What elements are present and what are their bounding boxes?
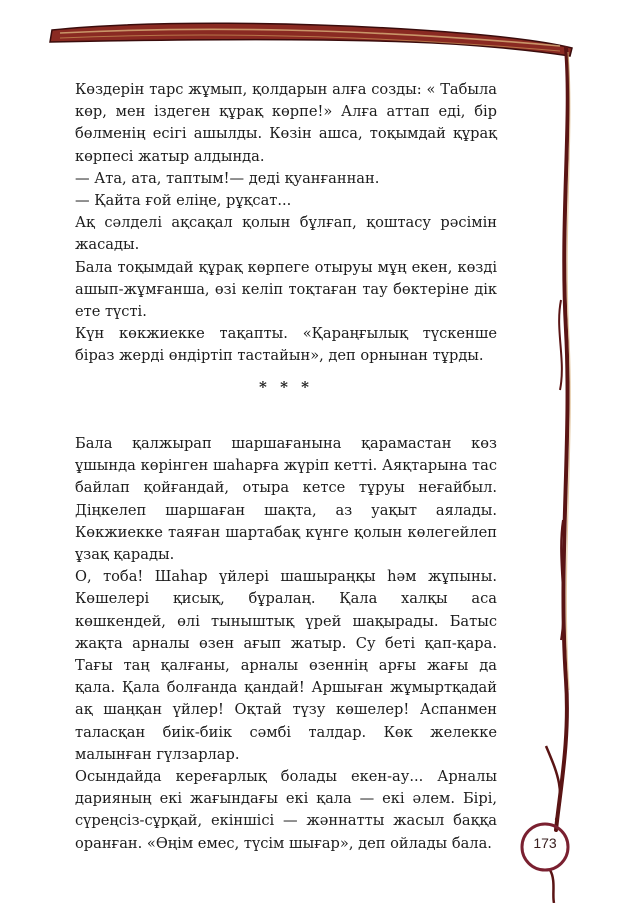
- page-number: 173: [533, 835, 557, 851]
- paragraph: Бала қалжырап шаршағанына қарамастан көз ұшында көрінген шаһарға жүріп кетті. Аяқтарына тас байлап қойғандай, отыра кетсе тұруы неғайбыл. Діңкелеп шаршаған шақта, аз уақыт аялады. Көкжиекке таяған шартабақ күнге қолын көлегейлеп ұзақ қарады.: [75, 435, 497, 564]
- paragraph: — Қайта ғой еліңе, рұқсат...: [75, 192, 292, 210]
- paragraph: Күн көкжиекке тақапты. «Қараңғылық түскенше біраз жерді өндіртіп тастайын», деп орнынан тұрды.: [75, 325, 497, 365]
- section-separator: * * *: [259, 378, 313, 396]
- paragraph: Көздерін тарс жұмып, қолдарын алға созды: « Табыла көр, мен іздеген құрақ көрпе!» Алға аттап еді, бір бөлменің есігі ашылды. Көзін ашса, тоқымдай құрақ көрпесі жатыр алдында.: [75, 81, 497, 165]
- right-branch: [556, 48, 568, 830]
- top-ribbon: [50, 23, 572, 56]
- text-block-1: [75, 79, 497, 368]
- paragraph: — Ата, ата, таптым!— деді қуанғаннан.: [75, 169, 380, 187]
- paragraph: Бала тоқымдай құрақ көрпеге отыруы мұң екен, көзді ашып-жұмғанша, өзі келіп тоқтаған тау бөктеріне дік ете түсті.: [75, 258, 497, 321]
- paragraph: О, тоба! Шаһар үйлері шашыраңқы һәм жұпыны. Көшелері қисық, бұралаң. Қала халқы аса көшкендей, өлі тыныштық үрей шақырады. Батыс жақта арналы өзен ағып жатыр. Су беті қап-қара. Тағы таң қалғаны, арналы өзеннің арғы жағы да қала. Қала болғанда қандай! Аршыған жұмыртқадай ақ шаңқан үйлер! Оқтай түзу көшелер! Аспанмен таласқан биік-биік сәмбі талдар. Көк желекке малынған гүлзарлар.: [75, 568, 497, 763]
- paragraph: Осындайда кереғарлық болады екен-ау... Арналы дарияның екі жағындағы екі қала — екі әлем. Бірі, сүреңсіз-сұрқай, екіншісі — жәннатты жасыл баққа оранған. «Өңім емес, түсім шығар», деп ойлады бала.: [75, 768, 497, 852]
- paragraph: Ақ сәлделі ақсақал қолын бұлғап, қоштасу рәсімін жасады.: [75, 214, 497, 254]
- text-block-2: [75, 433, 497, 855]
